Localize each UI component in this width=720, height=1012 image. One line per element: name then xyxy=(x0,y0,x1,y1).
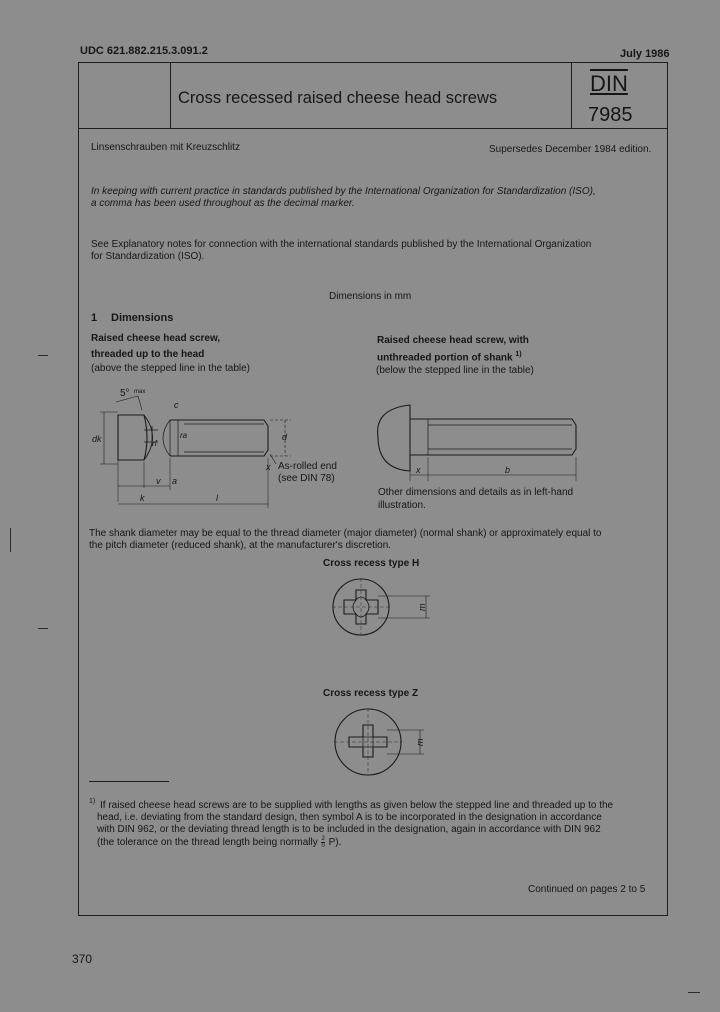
label-l: l xyxy=(216,493,218,503)
label-x-right: x xyxy=(416,465,421,475)
fraction-numerator: 2 xyxy=(321,836,325,842)
label-a: a xyxy=(172,476,178,486)
label-c: c xyxy=(174,400,179,410)
right-caption-line2 xyxy=(377,348,522,364)
right-screw-drawing xyxy=(370,385,590,485)
iso-comma-note-line1: In keeping with current practice in standards published by the International Organization for Standardization (ISO), xyxy=(91,186,596,197)
footnote-line4 xyxy=(97,836,341,849)
explanatory-note-line2: for Standardization (ISO). xyxy=(91,251,205,262)
iso-comma-note-line2: a comma has been used throughout as the decimal marker. xyxy=(91,198,355,209)
dimensions-note: Dimensions in mm xyxy=(329,291,412,302)
footnote-fraction xyxy=(321,836,324,849)
header-right-divider xyxy=(571,62,572,128)
publication-date: July 1986 xyxy=(620,48,670,60)
right-caption-footnote-ref: 1) xyxy=(515,351,522,358)
margin-mark xyxy=(38,628,48,629)
right-screw-head xyxy=(378,405,410,471)
german-title: Linsenschrauben mit Kreuzschlitz xyxy=(91,142,240,153)
margin-mark xyxy=(38,355,48,356)
cross-recess-h-drawing xyxy=(326,572,436,642)
left-screw-drawing xyxy=(86,380,356,520)
right-screw-shank xyxy=(410,419,576,455)
label-dk: dk xyxy=(92,434,102,444)
footnote-line4-start: (the tolerance on the thread length being normally xyxy=(97,837,321,849)
label-rf: rf xyxy=(152,439,157,448)
recess-z-title: Cross recess type Z xyxy=(323,688,419,699)
label-b: b xyxy=(505,465,511,475)
footnote-line4-end: P). xyxy=(325,837,342,849)
shank-note-line1: The shank diameter may be equal to the thread diameter (major diameter) (normal shank) or approximately equal to xyxy=(89,528,602,539)
cross-recess-z-drawing xyxy=(326,702,436,782)
label-k: k xyxy=(140,493,145,503)
left-caption-line2: threaded up to the head xyxy=(91,349,205,360)
footnote-line1: If raised cheese head screws are to be supplied with lengths as given below the stepped line and threaded up to the xyxy=(100,800,614,811)
explanatory-note-line1: See Explanatory notes for connection with the international standards published by the International Organization xyxy=(91,239,592,250)
screw-head xyxy=(118,415,147,460)
label-x-left: x xyxy=(266,462,271,472)
footnote-ref: 1) xyxy=(89,798,96,805)
right-caption-line3: (below the stepped line in the table) xyxy=(376,365,534,376)
standard-number: 7985 xyxy=(588,104,633,126)
page-number: 370 xyxy=(72,952,93,966)
footnote-rule xyxy=(89,781,169,782)
header-left-divider xyxy=(170,62,171,128)
udc-number: UDC 621.882.215.3.091.2 xyxy=(80,45,208,57)
din-78-reference: (see DIN 78) xyxy=(278,473,335,484)
angle-sub: max xyxy=(134,389,146,395)
fraction-denominator: 0 xyxy=(321,843,325,849)
left-caption-line3: (above the stepped line in the table) xyxy=(91,363,250,374)
margin-mark xyxy=(688,992,700,993)
left-caption-line1: Raised cheese head screw, xyxy=(91,333,221,344)
right-note-line2: illustration. xyxy=(378,500,426,511)
supersedes-note: Supersedes December 1984 edition. xyxy=(489,144,652,155)
margin-mark xyxy=(10,528,11,552)
angle-label: 5° xyxy=(120,388,130,399)
section-number: 1 xyxy=(91,312,98,324)
as-rolled-end-note: As-rolled end xyxy=(278,461,337,472)
label-d: d xyxy=(282,432,288,442)
footnote-line3: with DIN 962, or the deviating thread length is to be included in the designation, again in accordance with DIN 962 xyxy=(97,824,601,835)
header-divider xyxy=(78,128,668,129)
recess-h-title: Cross recess type H xyxy=(323,558,420,569)
right-note-line1: Other dimensions and details as in left-hand xyxy=(378,487,574,498)
right-caption-line2-text: unthreaded portion of shank xyxy=(377,352,513,364)
continued-note: Continued on pages 2 to 5 xyxy=(528,884,646,895)
label-v: v xyxy=(156,476,161,486)
recess-h-label-m: m xyxy=(417,603,427,611)
din-logo: DIN xyxy=(590,71,628,96)
document-title: Cross recessed raised cheese head screws xyxy=(178,89,498,107)
shank-note-line2: the pitch diameter (reduced shank), at the manufacturer's discretion. xyxy=(89,540,392,551)
right-caption-line1: Raised cheese head screw, with xyxy=(377,335,529,346)
label-ra: ra xyxy=(180,431,188,440)
footnote-line2: head, i.e. deviating from the standard design, then symbol A is to be incorporated in the designation in accordance xyxy=(97,812,602,823)
recess-z-label-m: m xyxy=(415,738,425,746)
section-title: Dimensions xyxy=(111,312,174,324)
